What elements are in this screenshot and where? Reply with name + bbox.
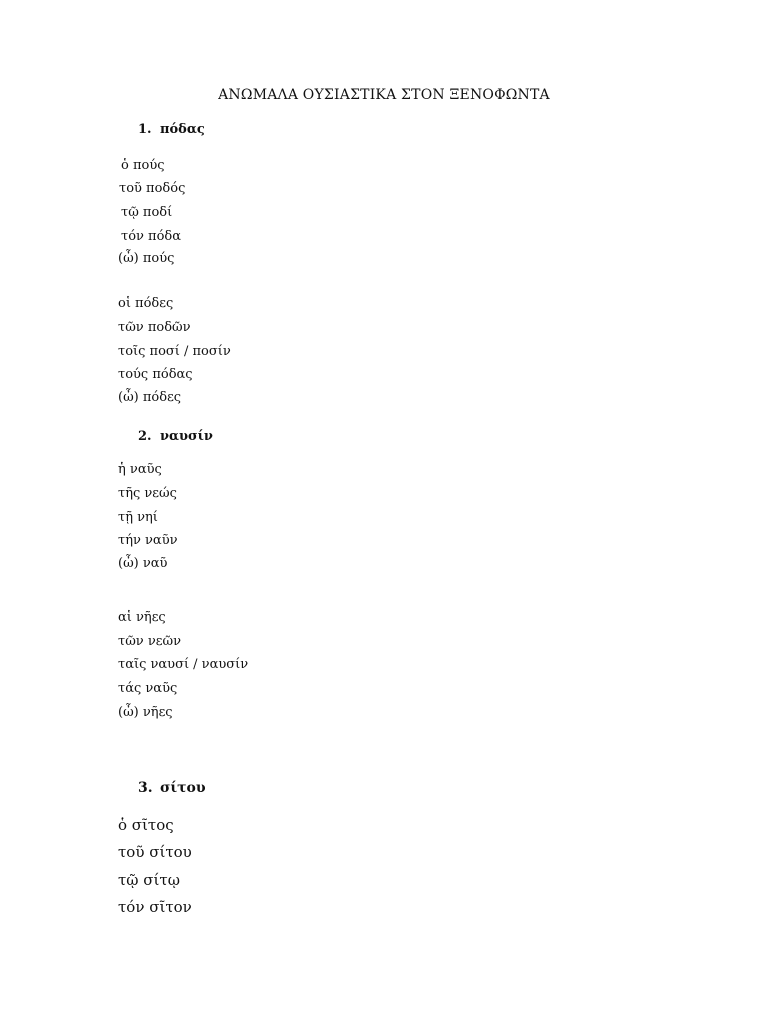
section-1-heading bbox=[138, 122, 205, 137]
form-line: (ὦ) πούς bbox=[118, 251, 175, 266]
form-line: τόν σῖτον bbox=[118, 898, 192, 916]
section-number: 1. bbox=[138, 122, 152, 137]
form-line: τοῖς ποσί / ποσίν bbox=[118, 344, 231, 359]
form-line: τοῦ ποδός bbox=[119, 181, 186, 196]
form-line: τοῦ σίτου bbox=[118, 843, 192, 861]
form-line: τῇ νηί bbox=[118, 510, 158, 525]
form-line: τούς πόδας bbox=[118, 367, 193, 382]
section-title: σίτου bbox=[160, 780, 206, 796]
section-number: 2. bbox=[138, 429, 152, 444]
form-line: (ὦ) νῆες bbox=[118, 705, 173, 720]
form-line: οἱ πόδες bbox=[118, 296, 174, 311]
form-line: τῷ σίτῳ bbox=[118, 871, 180, 889]
form-line: τάς ναῦς bbox=[118, 681, 178, 696]
form-line: (ὦ) ναῦ bbox=[118, 556, 168, 571]
form-line: τῆς νεώς bbox=[118, 486, 177, 501]
form-line: τῷ ποδί bbox=[121, 205, 173, 220]
form-line: αἱ νῆες bbox=[118, 610, 166, 625]
section-3-heading bbox=[138, 780, 206, 796]
section-2-heading bbox=[138, 429, 213, 444]
form-line: τῶν νεῶν bbox=[118, 634, 181, 649]
form-line: (ὦ) πόδες bbox=[118, 390, 182, 405]
section-title: πόδας bbox=[160, 122, 205, 137]
form-line: τήν ναῦν bbox=[118, 533, 178, 548]
form-line: τῶν ποδῶν bbox=[118, 320, 191, 335]
form-line: ὁ σῖτος bbox=[118, 816, 174, 834]
form-line: ἡ ναῦς bbox=[118, 462, 162, 477]
page-title: ΑΝΩΜΑΛΑ ΟΥΣΙΑΣΤΙΚΑ ΣΤΟΝ ΞΕΝΟΦΩΝΤΑ bbox=[218, 87, 550, 103]
section-number: 3. bbox=[138, 780, 153, 796]
section-title: ναυσίν bbox=[160, 429, 213, 444]
form-line: ὁ πούς bbox=[121, 158, 165, 173]
form-line: ταῖς ναυσί / ναυσίν bbox=[118, 657, 249, 672]
form-line: τόν πόδα bbox=[121, 229, 182, 244]
